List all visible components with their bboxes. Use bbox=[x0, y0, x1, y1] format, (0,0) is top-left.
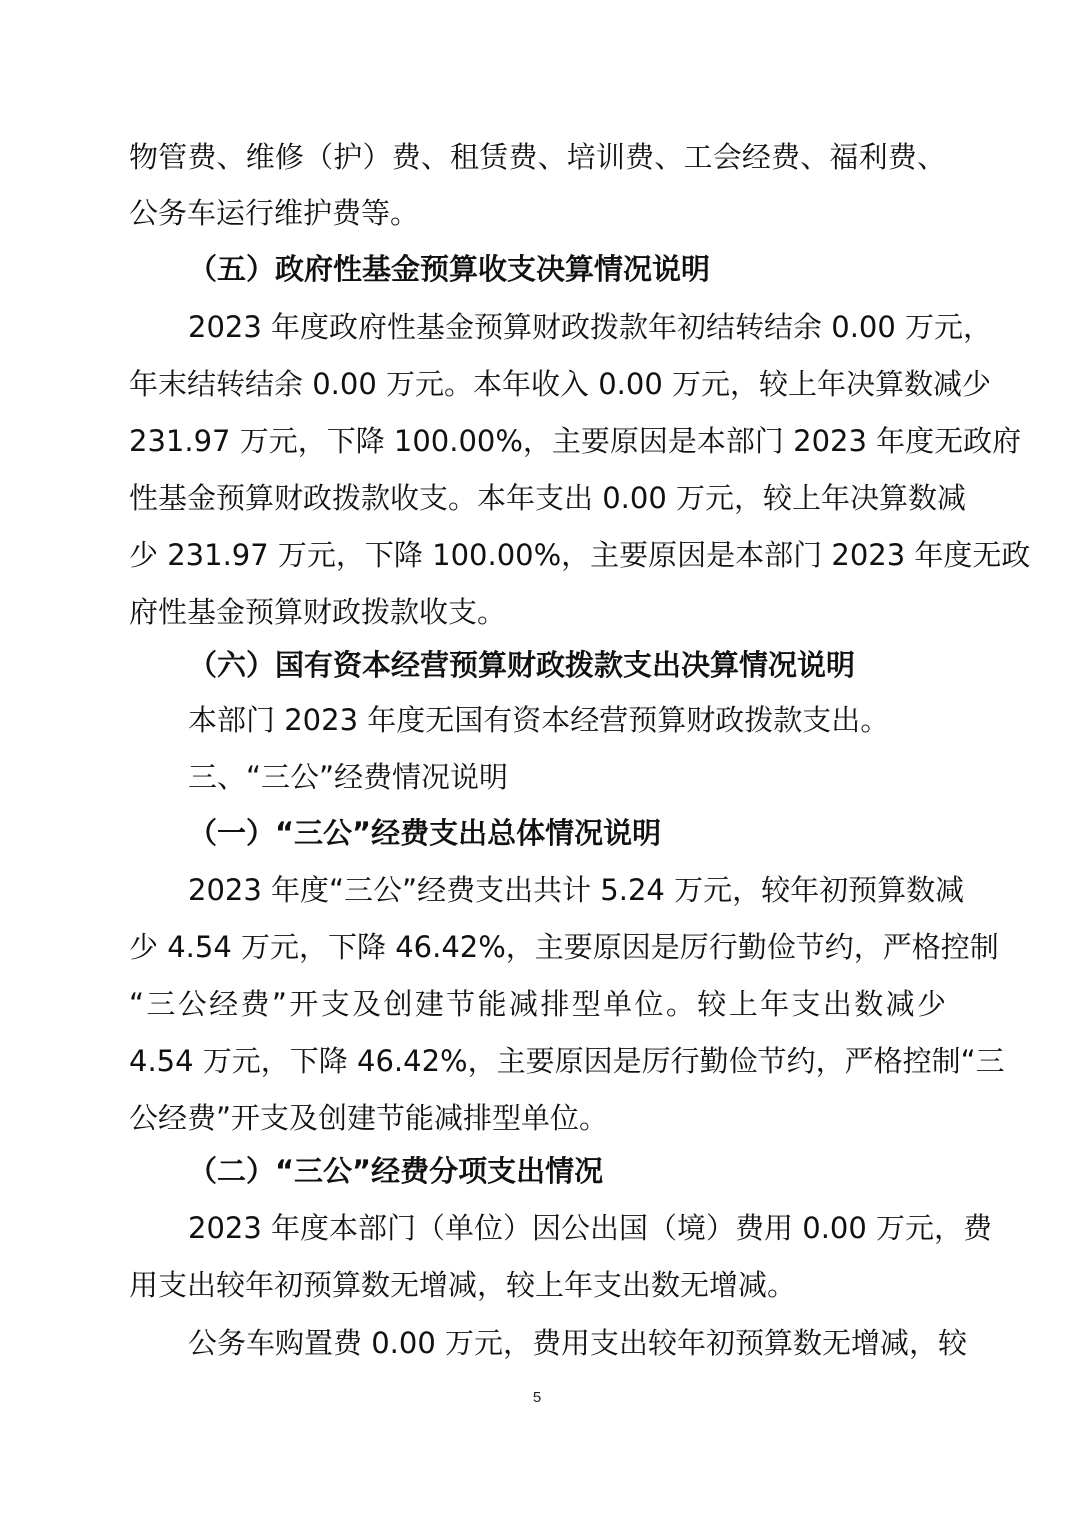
section-heading: （二）“三公”经费分项支出情况 bbox=[188, 1154, 604, 1188]
section-heading: （一）“三公”经费支出总体情况说明 bbox=[188, 816, 662, 850]
body-text-line: “三公经费”开支及创建节能减排型单位。较上年支出数减少 bbox=[129, 987, 946, 1021]
chapter-heading: 三、“三公”经费情况说明 bbox=[188, 760, 509, 794]
body-text-line: 2023 年度“三公”经费支出共计 5.24 万元，较年初预算数减 bbox=[188, 873, 965, 907]
body-text-line: 本部门 2023 年度无国有资本经营预算财政拨款支出。 bbox=[188, 703, 890, 737]
body-text-line: 用支出较年初预算数无增减，较上年支出数无增减。 bbox=[129, 1268, 797, 1302]
body-text-line: 2023 年度政府性基金预算财政拨款年初结转结余 0.00 万元， bbox=[188, 310, 993, 344]
page-number: 5 bbox=[532, 1389, 542, 1406]
body-text-line: 物管费、维修（护）费、租赁费、培训费、工会经费、福利费、 bbox=[129, 140, 946, 174]
body-text-line: 性基金预算财政拨款收支。本年支出 0.00 万元，较上年决算数减 bbox=[129, 481, 967, 515]
body-text-line: 少 231.97 万元，下降 100.00%，主要原因是本部门 2023 年度无政 bbox=[129, 538, 1031, 572]
body-text-line: 公经费”开支及创建节能减排型单位。 bbox=[129, 1101, 609, 1135]
section-heading: （五）政府性基金预算收支决算情况说明 bbox=[188, 252, 711, 286]
body-text-line: 府性基金预算财政拨款收支。 bbox=[129, 595, 507, 629]
body-text-line: 4.54 万元，下降 46.42%，主要原因是厉行勤俭节约，严格控制“三 bbox=[129, 1044, 1005, 1078]
body-text-line: 少 4.54 万元，下降 46.42%，主要原因是厉行勤俭节约，严格控制 bbox=[129, 930, 999, 964]
body-text-line: 231.97 万元，下降 100.00%，主要原因是本部门 2023 年度无政府 bbox=[129, 424, 1022, 458]
body-text-line: 2023 年度本部门（单位）因公出国（境）费用 0.00 万元，费 bbox=[188, 1211, 993, 1245]
section-heading: （六）国有资本经营预算财政拨款支出决算情况说明 bbox=[188, 648, 856, 682]
body-text-line: 年末结转结余 0.00 万元。本年收入 0.00 万元，较上年决算数减少 bbox=[129, 367, 992, 401]
body-text-line: 公务车购置费 0.00 万元，费用支出较年初预算数无增减，较 bbox=[188, 1326, 968, 1360]
body-text-line: 公务车运行维护费等。 bbox=[129, 196, 420, 230]
